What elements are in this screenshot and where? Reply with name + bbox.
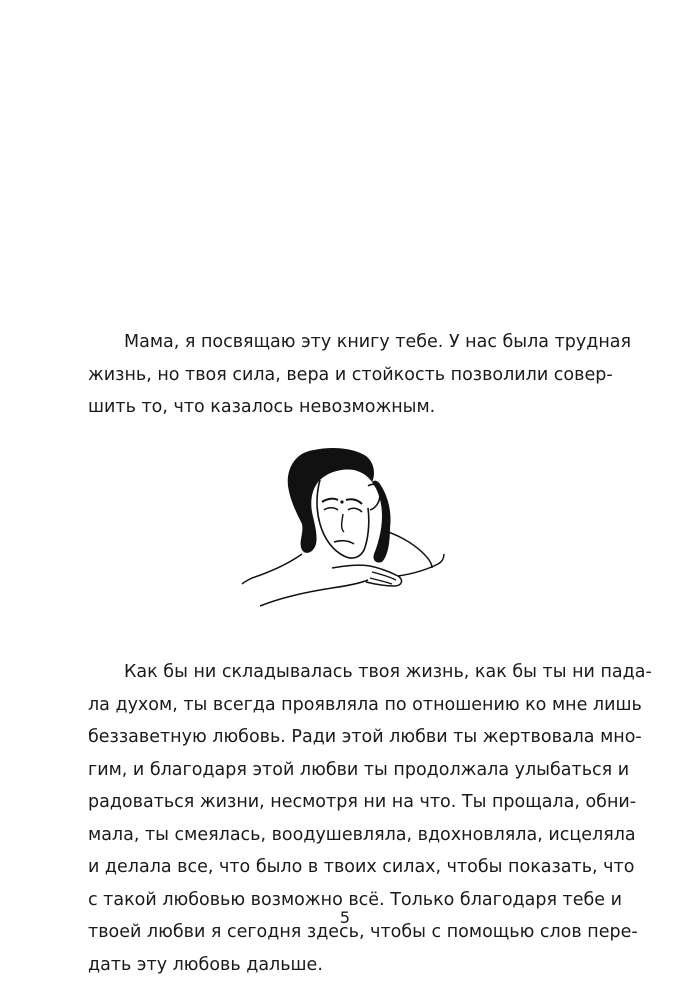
body-line: радоваться жизни, несмотря ни на что. Ты прощала, обни- — [88, 792, 637, 812]
eyebrow-left — [322, 499, 338, 502]
body-line: гим, и благодаря этой любви ты продолжала улыбаться и — [88, 759, 630, 780]
eye-left — [324, 508, 338, 510]
dedication-line: жизнь, но твоя сила, вера и стойкость позволили совер- — [88, 364, 613, 385]
arm-left-line — [242, 554, 302, 584]
eye-right — [348, 508, 362, 512]
body-line: твоей любви я сегодня здесь, чтобы с помощью слов пере- — [88, 922, 638, 942]
hair-side-shape — [372, 481, 391, 563]
forearm-right-line — [398, 554, 444, 576]
bindi-dot — [340, 500, 343, 503]
body-line: Как бы ни складывалась твоя жизнь, как бы ты ни пада- — [124, 662, 652, 682]
page-number: 5 — [339, 908, 351, 927]
body-line: мала, ты смеялась, воодушевляла, вдохновляла, исцеляла — [88, 824, 636, 845]
dedication-line: шить то, что казалось невозможным. — [88, 397, 436, 417]
dedication-paragraph — [88, 326, 632, 424]
body-paragraph — [88, 656, 652, 981]
lips-line — [334, 541, 354, 544]
body-line: беззаветную любовь. Ради этой любви ты жертвовала мно- — [88, 727, 642, 747]
body-line: ла духом, ты всегда проявляла по отношению ко мне лишь — [88, 694, 642, 715]
hand-outline — [332, 565, 401, 586]
body-line: с такой любовью возможно всё. Только благодаря тебе и — [88, 889, 623, 910]
arm-under-line — [260, 580, 368, 606]
hair-shape — [288, 448, 374, 553]
ear-outline — [368, 484, 380, 510]
woman-resting-head-on-hands-icon — [236, 438, 452, 624]
body-line: дать эту любовь дальше. — [88, 954, 323, 975]
nose-line — [342, 514, 344, 532]
dedication-line: Мама, я посвящаю эту книгу тебе. У нас была трудная — [124, 332, 632, 352]
body-line: и делала все, что было в твоих силах, чтобы показать, что — [88, 857, 635, 877]
eyebrow-right — [346, 499, 362, 504]
